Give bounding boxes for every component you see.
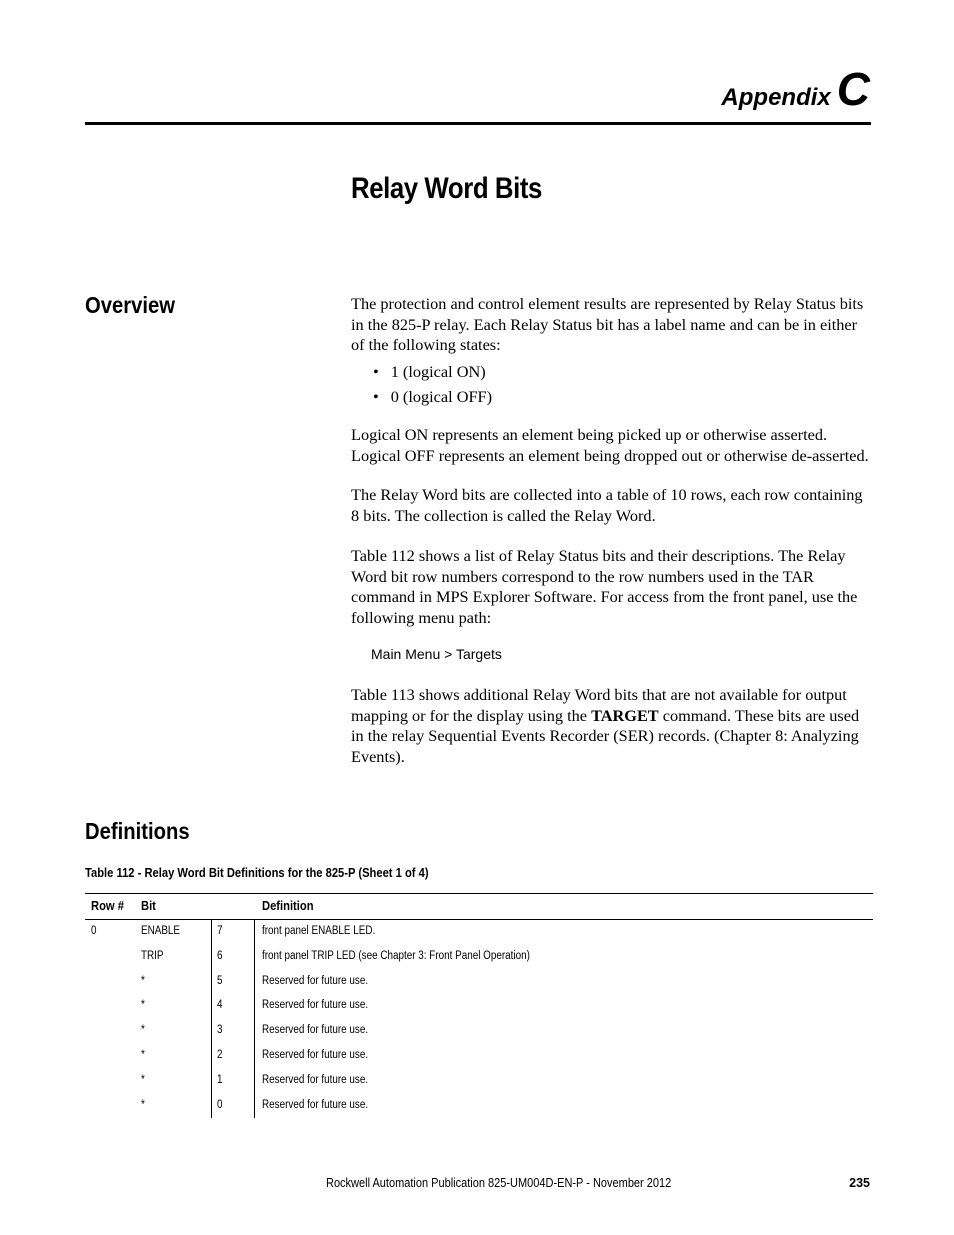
bit-definition: Reserved for future use. (262, 1098, 369, 1111)
overview-paragraph-5 (351, 685, 871, 767)
column-header-definition: Definition (262, 898, 314, 913)
bit-index: 5 (217, 974, 223, 987)
header-rule (85, 122, 871, 125)
bit-label: * (141, 1098, 145, 1111)
overview-paragraph-1: The protection and control element results are represented by Relay Status bits in the 825-P relay. Each Relay Status bit has a label name and can be in either of the following states: (351, 294, 864, 354)
table-row (85, 970, 873, 995)
bit-definition: Reserved for future use. (262, 974, 369, 987)
bit-label: TRIP (141, 949, 164, 962)
bit-index: 3 (217, 1024, 223, 1037)
page-title: Relay Word Bits (351, 172, 542, 205)
definitions-heading: Definitions (85, 818, 190, 844)
target-command: TARGET (591, 705, 659, 725)
relay-word-table (85, 893, 873, 1118)
table-row (85, 1019, 873, 1044)
bit-label: ENABLE (141, 925, 181, 937)
bit-index: 6 (217, 949, 223, 962)
page-number: 235 (849, 1176, 870, 1190)
bit-definition: Reserved for future use. (262, 1024, 369, 1037)
table-row (85, 1044, 873, 1069)
overview-heading: Overview (85, 292, 176, 318)
bit-label: * (141, 1024, 145, 1037)
bit-index: 4 (217, 999, 223, 1012)
bit-label: * (141, 1073, 145, 1086)
table-row (85, 994, 873, 1019)
table-row (85, 945, 873, 970)
table-row (85, 1094, 873, 1119)
bit-label: * (141, 974, 145, 987)
bit-label: * (141, 1048, 145, 1061)
bit-index: 0 (217, 1098, 223, 1111)
column-divider (254, 919, 255, 1118)
bit-definition: front panel TRIP LED (see Chapter 3: Front Panel Operation) (262, 949, 530, 962)
bit-index: 7 (217, 925, 223, 937)
appendix-label (721, 62, 870, 116)
list-item: • 1 (logical ON) (373, 359, 492, 384)
overview-paragraph-2: Logical ON represents an element being picked up or otherwise asserted. Logical OFF represents an element being dropped out or otherwise de-asserted. (351, 425, 869, 465)
p5-text-before: Table 113 shows additional Relay Word bits that are not available for output mapping or for the display using the (351, 685, 847, 725)
row-number: 0 (91, 925, 97, 937)
table-row (85, 920, 873, 945)
appendix-word: Appendix (721, 84, 831, 111)
table-caption: Table 112 - Relay Word Bit Definitions for the 825-P (Sheet 1 of 4) (85, 865, 429, 880)
column-header-row: Row # (91, 898, 124, 913)
overview-paragraph-3: The Relay Word bits are collected into a table of 10 rows, each row containing 8 bits. The collection is called the Relay Word. (351, 485, 863, 525)
p5-text-after: command. These bits are used in the relay Sequential Events Recorder (SER) records. (Chapter 8: Analyzing Events). (351, 705, 860, 766)
column-header-bit: Bit (141, 898, 156, 913)
column-divider (211, 919, 212, 1118)
states-list (373, 359, 492, 409)
menu-path: Main Menu > Targets (371, 646, 502, 662)
bit-label: * (141, 999, 145, 1012)
footer-publication: Rockwell Automation Publication 825-UM004D-EN-P - November 2012 (326, 1176, 672, 1190)
table-row (85, 1069, 873, 1094)
bit-definition: Reserved for future use. (262, 1048, 369, 1061)
bit-index: 2 (217, 1048, 223, 1061)
bit-definition: front panel ENABLE LED. (262, 925, 376, 937)
list-item: • 0 (logical OFF) (373, 384, 492, 409)
bit-definition: Reserved for future use. (262, 1073, 369, 1086)
bit-index: 1 (217, 1073, 223, 1086)
appendix-letter: C (836, 63, 870, 115)
overview-paragraph-4: Table 112 shows a list of Relay Status bits and their descriptions. The Relay Word bit row numbers correspond to the row numbers used in the TAR command in MPS Explorer Software. For access from the front panel, use the following menu path: (351, 546, 858, 627)
table-header-row (85, 894, 873, 919)
bit-definition: Reserved for future use. (262, 999, 369, 1012)
